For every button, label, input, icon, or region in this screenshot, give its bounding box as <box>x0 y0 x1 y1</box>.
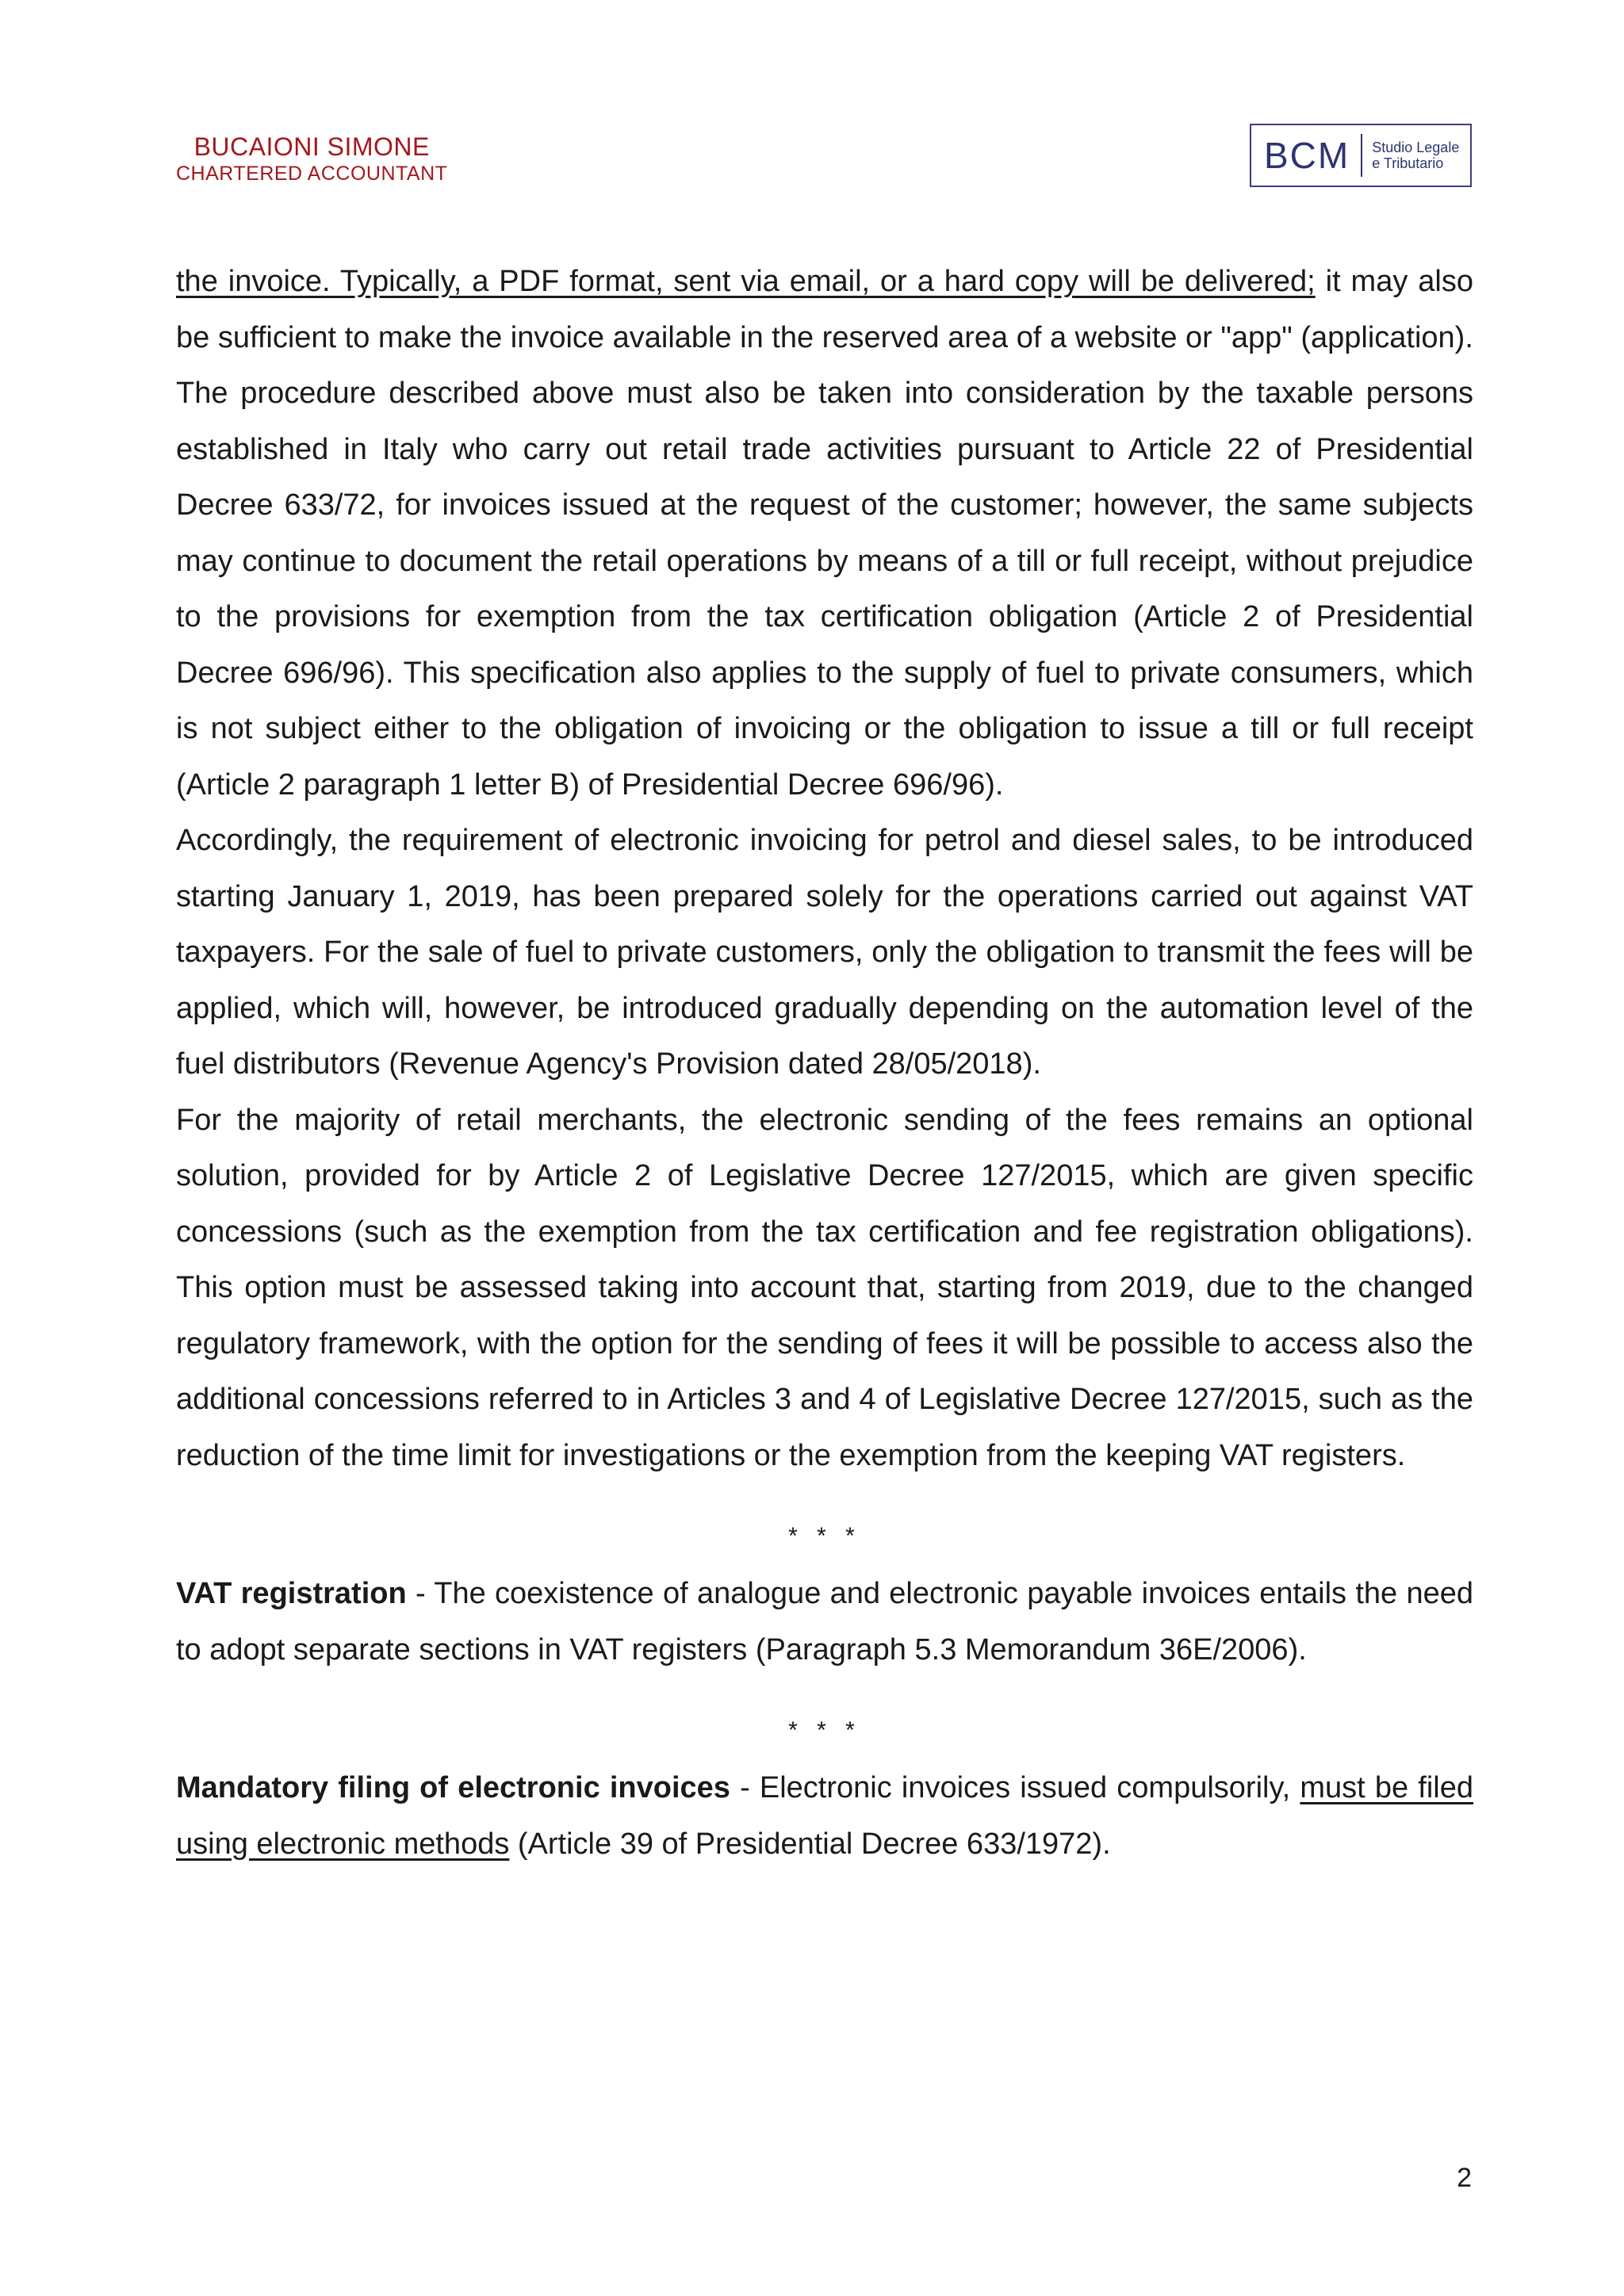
paragraph-retail-procedure: The procedure described above must also be taken into consideration by the taxable persons established in Italy who carry out retail trade activities pursuant to Article 22 of Presidential Decree 633/72, for invoices issued at the request of the customer; however, the same subjects may continue to document the retail operations by means of a till or full receipt, without prejudice to the provisions for exemption from the tax certification obligation (Article 2 of Presidential Decree 696/96). This specification also applies to the supply of fuel to private consumers, which is not subject either to the obligation of invoicing or the obligation to issue a till or full receipt (Article 2 paragraph 1 letter B) of Presidential Decree 696/96). <box>176 377 1473 802</box>
paragraph-invoice-delivery <box>176 254 1473 365</box>
paragraph-retail-merchants: For the majority of retail merchants, the electronic sending of the fees remains an optional solution, provided for by Article 2 of Legislative Decree 127/2015, which are given specific concessions (such as the exemption from the tax certification and fee registration obligations). This option must be assessed taking into account that, starting from 2019, due to the changed regulatory framework, with the option for the sending of fees it will be possible to access also the additional concessions referred to in Articles 3 and 4 of Legislative Decree 127/2015, such as the reduction of the time limit for investigations or the exemption from the keeping VAT registers. <box>176 1103 1473 1472</box>
firm-role: CHARTERED ACCOUNTANT <box>176 163 448 185</box>
section-heading: VAT registration <box>176 1577 407 1610</box>
paragraph-vat-registration <box>176 1566 1473 1678</box>
paragraph-mandatory-filing <box>176 1760 1473 1872</box>
logo-subtitle <box>1362 140 1459 171</box>
paragraph-text: - Electronic invoices issued compulsorily, <box>730 1771 1300 1804</box>
paragraph-text: - The coexistence of analogue and electronic payable invoices entails the need to adopt separate sections in VAT registers (Paragraph 5.3 Memorandum 36E/2006). <box>176 1577 1473 1667</box>
bcm-logo <box>1250 124 1472 187</box>
logo-subtitle-line2: e Tributario <box>1372 155 1444 171</box>
section-separator: * * * <box>788 1523 861 1549</box>
document-body <box>176 254 1473 1872</box>
firm-name: BUCAIONI SIMONE <box>193 132 430 161</box>
firm-header <box>176 132 447 186</box>
section-heading: Mandatory filing of electronic invoices <box>176 1771 730 1804</box>
underlined-text: the invoice. Typically, a PDF format, sent via email, or a hard copy will be delivered; <box>176 265 1316 298</box>
paragraph-text: (Article 39 of Presidential Decree 633/1972). <box>509 1827 1111 1861</box>
underlined-text: must be filed using electronic methods <box>176 1771 1473 1861</box>
page-number: 2 <box>1457 2163 1472 2193</box>
logo-subtitle-line1: Studio Legale <box>1372 140 1460 155</box>
logo-mark: BCM <box>1264 135 1350 176</box>
paragraph-fuel-invoicing: Accordingly, the requirement of electronic invoicing for petrol and diesel sales, to be introduced starting January 1, 2019, has been prepared solely for the operations carried out against VAT taxpayers. For the sale of fuel to private customers, only the obligation to transmit the fees will be applied, which will, however, be introduced gradually depending on the automation level of the fuel distributors (Revenue Agency's Provision dated 28/05/2018). <box>176 824 1473 1081</box>
section-separator: * * * <box>788 1717 861 1743</box>
paragraph-text: it may also be sufficient to make the invoice available in the reserved area of a website or "app" (application). <box>176 265 1473 354</box>
